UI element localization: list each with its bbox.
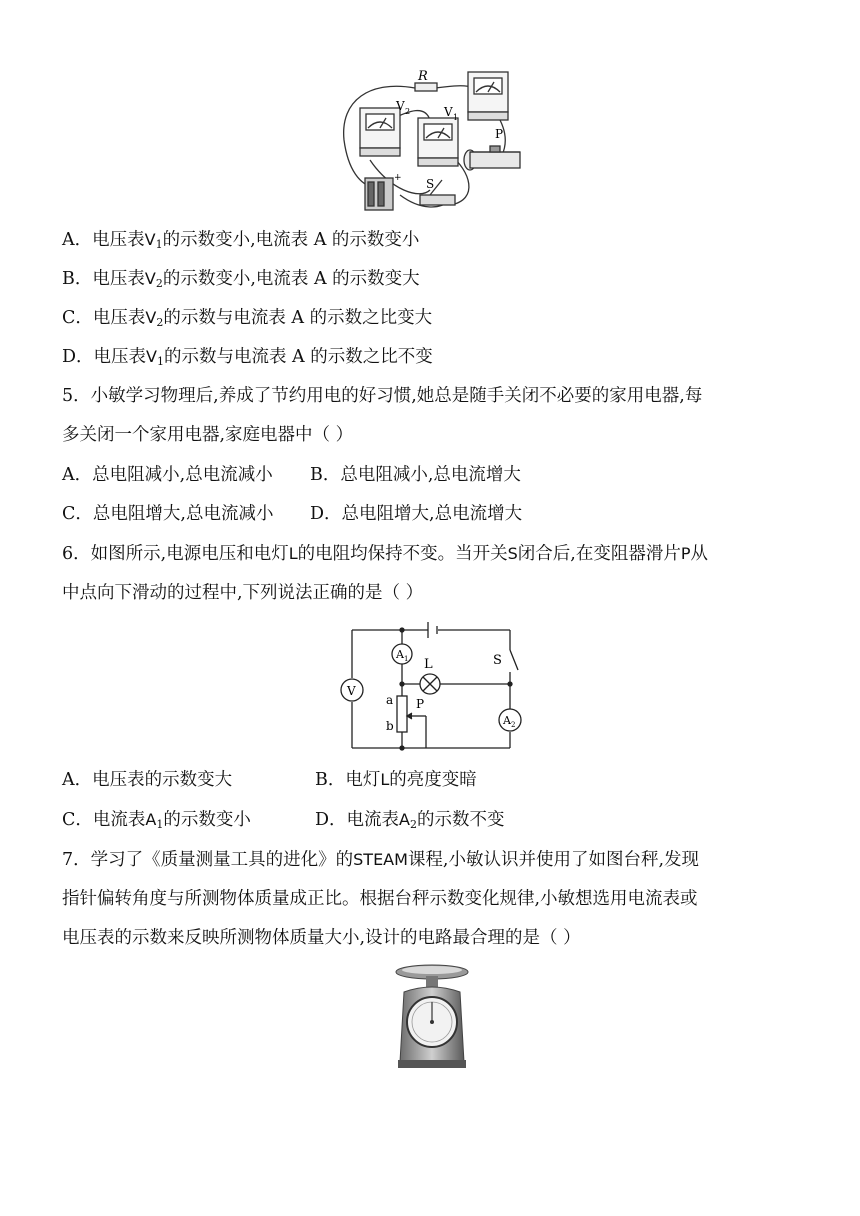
q4-option-b: B．电压表$V_2$的示数变小,电流表 A 的示数变大 bbox=[62, 269, 420, 290]
scale-picture bbox=[390, 962, 474, 1072]
circuit-lamp-label: L bbox=[424, 657, 433, 672]
q4-option-a: A．电压表$V_1$的示数变小,电流表 A 的示数变小 bbox=[62, 230, 420, 251]
q5-stem-line1: 5．小敏学习物理后,养成了节约用电的好习惯,她总是随手关闭不必要的家用电器,每 bbox=[62, 386, 703, 406]
label-v1: V bbox=[444, 105, 453, 119]
label-r: R bbox=[418, 69, 428, 84]
label-s: S bbox=[426, 177, 435, 191]
circuit-slider-label: P bbox=[416, 697, 425, 711]
circuit-a1-label: A bbox=[396, 648, 404, 661]
q5-stem-line2: 多关闭一个家用电器,家庭电器中（ ） bbox=[62, 425, 354, 445]
q4-option-d: D．电压表$V_1$的示数与电流表 A 的示数之比不变 bbox=[62, 347, 433, 368]
circuit-a-end-label: a bbox=[386, 693, 394, 707]
label-v2-sub: 2 bbox=[405, 107, 411, 116]
q6-option-b: B．电灯L的亮度变暗 bbox=[315, 770, 477, 790]
circuit-a1-sub: 1 bbox=[404, 655, 409, 663]
q5-option-b: B．总电阻减小,总电流增大 bbox=[310, 465, 521, 485]
q7-stem-line2: 指针偏转角度与所测物体质量成正比。根据台秤示数变化规律,小敏想选用电流表或 bbox=[62, 889, 698, 909]
circuit-diagram bbox=[340, 620, 530, 755]
q6-option-c: C．电流表$A_1$的示数变小 bbox=[62, 810, 251, 831]
label-plus: + bbox=[394, 173, 402, 183]
q7-stem-line1: 7．学习了《质量测量工具的进化》的STEAM课程,小敏认识并使用了如图台秤,发现 bbox=[62, 850, 700, 870]
circuit-switch-label: S bbox=[493, 653, 502, 668]
circuit-voltmeter-label: V bbox=[347, 684, 356, 698]
label-v2: V bbox=[396, 99, 405, 113]
q6-stem-line1: 6．如图所示,电源电压和电灯L的电阻均保持不变。当开关S闭合后,在变阻器滑片P从 bbox=[62, 544, 708, 564]
apparatus-figure bbox=[330, 60, 530, 220]
q6-stem-line2: 中点向下滑动的过程中,下列说法正确的是（ ） bbox=[62, 583, 424, 603]
q5-option-c: C．总电阻增大,总电流减小 bbox=[62, 504, 274, 524]
q7-stem-line3: 电压表的示数来反映所测物体质量大小,设计的电路最合理的是（ ） bbox=[62, 928, 581, 948]
q6-option-d: D．电流表$A_2$的示数不变 bbox=[315, 810, 505, 831]
circuit-b-end-label: b bbox=[386, 719, 394, 733]
q6-option-a: A．电压表的示数变大 bbox=[62, 770, 233, 790]
q5-option-d: D．总电阻增大,总电流增大 bbox=[310, 504, 523, 524]
label-p: P bbox=[495, 127, 504, 141]
circuit-a2-sub: 2 bbox=[511, 721, 516, 729]
q4-option-c: C．电压表$V_2$的示数与电流表 A 的示数之比变大 bbox=[62, 308, 433, 329]
label-v1-sub: 1 bbox=[453, 113, 459, 122]
q5-option-a: A．总电阻减小,总电流减小 bbox=[62, 465, 273, 485]
circuit-a2-label: A bbox=[503, 714, 511, 727]
